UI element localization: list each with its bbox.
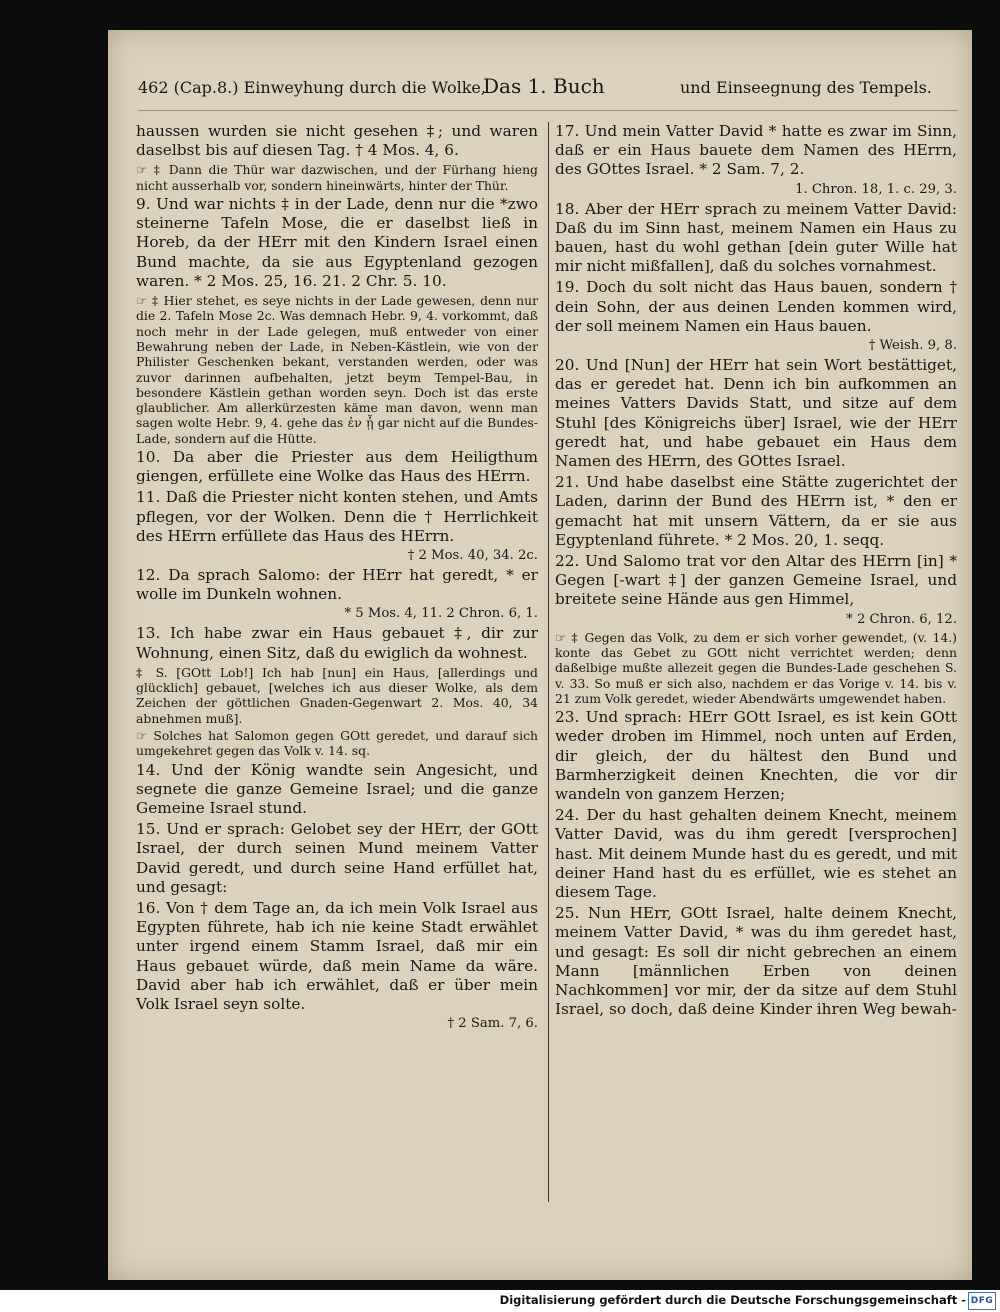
commentary-note: ‡ S. [GOtt Lob!] Ich hab [nun] ein Haus, [allerdings und glücklich] gebauet, [welches ich aus dieser Wolke, als dem Zeichen der göttlichen Gnaden-Gegenwart 2. Mos. 40, 34 abnehmen muß]. <box>136 664 538 726</box>
dfg-logo: DFG <box>968 1292 996 1310</box>
funding-notice: Digitalisierung gefördert durch die Deutsche Forschungsgemeinschaft - <box>499 1293 966 1307</box>
verse-paragraph: 21. Und habe daselbst eine Stätte zugerichtet der Laden, darinn der Bund des HErrn ist, * den er gemacht hat mit unsern Vättern, da er sie aus Egyptenland führete. * 2 Mos. 20, 1. seqq. <box>555 473 957 549</box>
commentary-note: ☞ ‡ Dann die Thür war dazwischen, und der Fürhang hieng nicht ausserhalb vor, sondern hineinwärts, hinter der Thür. <box>136 162 538 193</box>
header-left: 462 (Cap.8.) Einweyhung durch die Wolke, <box>138 78 486 97</box>
verse-paragraph: haussen wurden sie nicht gesehen ‡; und waren daselbst bis auf diesen Tag. † 4 Mos. 4, 6. <box>136 122 538 160</box>
digitization-footer <box>0 1290 1000 1312</box>
book-page <box>108 30 972 1280</box>
scripture-reference: † 2 Sam. 7, 6. <box>447 1016 538 1032</box>
verse-paragraph: 13. Ich habe zwar ein Haus gebauet ‡, dir zur Wohnung, einen Sitz, daß du ewiglich da wohnest. <box>136 624 538 662</box>
scripture-reference: 1. Chron. 18, 1. c. 29, 3. <box>795 181 957 197</box>
scripture-reference: † Weish. 9, 8. <box>868 338 957 354</box>
scripture-reference: * 5 Mos. 4, 11. 2 Chron. 6, 1. <box>344 606 538 622</box>
verse-paragraph: 9. Und war nichts ‡ in der Lade, denn nur die *zwo steinerne Tafeln Mose, die er daselbst ließ in Horeb, da der HErr mit den Kindern Israel einen Bund machte, da sie aus Egyptenland gezogen waren. * 2 Mos. 25, 16. 21. 2 Chr. 5. 10. <box>136 195 538 290</box>
left-column <box>136 122 538 1034</box>
header-rule <box>138 110 958 111</box>
verse-paragraph: 20. Und [Nun] der HErr hat sein Wort bestättiget, das er geredet hat. Denn ich bin aufkommen an meines Vatters Davids Statt, und sitze auf dem Stuhl [des Königreichs über] Israel, wie der HErr geredt hat, und habe gebauet ein Haus dem Namen des HErrn, des GOttes Israel. <box>555 356 957 471</box>
scripture-reference: * 2 Chron. 6, 12. <box>846 611 957 627</box>
header-right: und Einseegnung des Tempels. <box>680 78 932 97</box>
commentary-note: ☞ Solches hat Salomon gegen GOtt geredet, und darauf sich umgekehret gegen das Volk v. 14. sq. <box>136 728 538 759</box>
running-header <box>138 74 958 104</box>
commentary-note: ☞ ‡ Gegen das Volk, zu dem er sich vorher gewendet, (v. 14.) konte das Gebet zu GOtt nicht verrichtet werden; denn daßelbige mußte allezeit gegen die Bundes-Lade geschehen S. v. 33. So muß er sich also, nachdem er das Vorige v. 14. bis v. 21 zum Volk geredet, wieder Abendwärts umgewendet haben. <box>555 629 957 706</box>
verse-paragraph: 14. Und der König wandte sein Angesicht, und segnete die ganze Gemeine Israel; und die ganze Gemeine Israel stund. <box>136 760 538 817</box>
scripture-reference: † 2 Mos. 40, 34. 2c. <box>407 548 538 563</box>
verse-paragraph: 23. Und sprach: HErr GOtt Israel, es ist kein GOtt weder droben im Himmel, noch unten auf Erden, dir gleich, der du hältest den Bund und Barmherzigkeit deinen Knechten, die vor dir wandeln von ganzem Herzen; <box>555 708 957 803</box>
verse-paragraph: 19. Doch du solt nicht das Haus bauen, sondern † dein Sohn, der aus deinen Lenden kommen wird, der soll meinem Namen ein Haus bauen. <box>555 278 957 335</box>
commentary-note: ☞ ‡ Hier stehet, es seye nichts in der Lade gewesen, denn nur die 2. Tafeln Mose 2c. Was demnach Hebr. 9, 4. vorkommt, daß noch mehr in der Lade gelegen, muß entweder von einer Bewahrung neben der Lade, in Neben-Kästlein, wie von der Philister Geschenken bekant, verstanden werden, oder was zuvor darinnen aufbehalten, jetzt beym Tempel-Bau, in besondere Kästlein gethan worden seyn. Doch ist das erste glaublicher. Am allerkürzesten käme man davon, wenn man sagen wolte Hebr. 9, 4. gehe das ἐν ᾗ gar nicht auf die Bundes-Lade, sondern auf die Hütte. <box>136 293 538 446</box>
verse-paragraph: 12. Da sprach Salomo: der HErr hat geredt, * er wolle im Dunkeln wohnen. <box>136 566 538 604</box>
verse-paragraph: 25. Nun HErr, GOtt Israel, halte deinem Knecht, meinem Vatter David, * was du ihm geredet hast, und gesagt: Es soll dir nicht gebrechen an einem Mann [männlichen Erben von deinen Nachkommen] vor mir, der da sitze auf dem Stuhl Israel, so doch, daß deine Kinder ihren Weg bewah- <box>555 904 957 1019</box>
verse-paragraph: 22. Und Salomo trat vor den Altar des HErrn [in] * Gegen [-wart ‡] der ganzen Gemeine Israel, und breitete seine Hände aus gen Himmel, <box>555 552 957 609</box>
verse-paragraph: 11. Daß die Priester nicht konten stehen, und Amts pflegen, vor der Wolken. Denn die † Herrlichkeit des HErrn erfüllete das Haus des HErrn. <box>136 488 538 545</box>
verse-paragraph: 15. Und er sprach: Gelobet sey der HErr, der GOtt Israel, der durch seinen Mund meinem Vatter David geredt, und durch seine Hand erfüllet hat, und gesagt: <box>136 820 538 896</box>
column-divider <box>548 122 549 1202</box>
header-book-title: Das 1. Buch <box>483 74 605 98</box>
verse-paragraph: 24. Der du hast gehalten deinem Knecht, meinem Vatter David, was du ihm geredt [versprochen] hast. Mit deinem Munde hast du es geredt, und mit deiner Hand hast du es erfüllet, wie es stehet an diesem Tage. <box>555 806 957 901</box>
verse-paragraph: 16. Von † dem Tage an, da ich mein Volk Israel aus Egypten führete, hab ich nie keine Stadt erwählet unter irgend einem Stamm Israel, daß mir ein Haus gebauet würde, daß mein Name da wäre. David aber hab ich erwählet, daß er über mein Volk Israel seyn solte. <box>136 899 538 1014</box>
right-column <box>555 122 957 1021</box>
verse-paragraph: 17. Und mein Vatter David * hatte es zwar im Sinn, daß er ein Haus bauete dem Namen des HErrn, des GOttes Israel. * 2 Sam. 7, 2. <box>555 122 957 179</box>
verse-paragraph: 10. Da aber die Priester aus dem Heiligthum giengen, erfüllete eine Wolke das Haus des HErrn. <box>136 447 538 486</box>
verse-paragraph: 18. Aber der HErr sprach zu meinem Vatter David: Daß du im Sinn hast, meinem Namen ein Haus zu bauen, hast du wohl gethan [dein guter Wille hat mir nicht mißfallen], daß du solches vornahmest. <box>555 199 957 276</box>
